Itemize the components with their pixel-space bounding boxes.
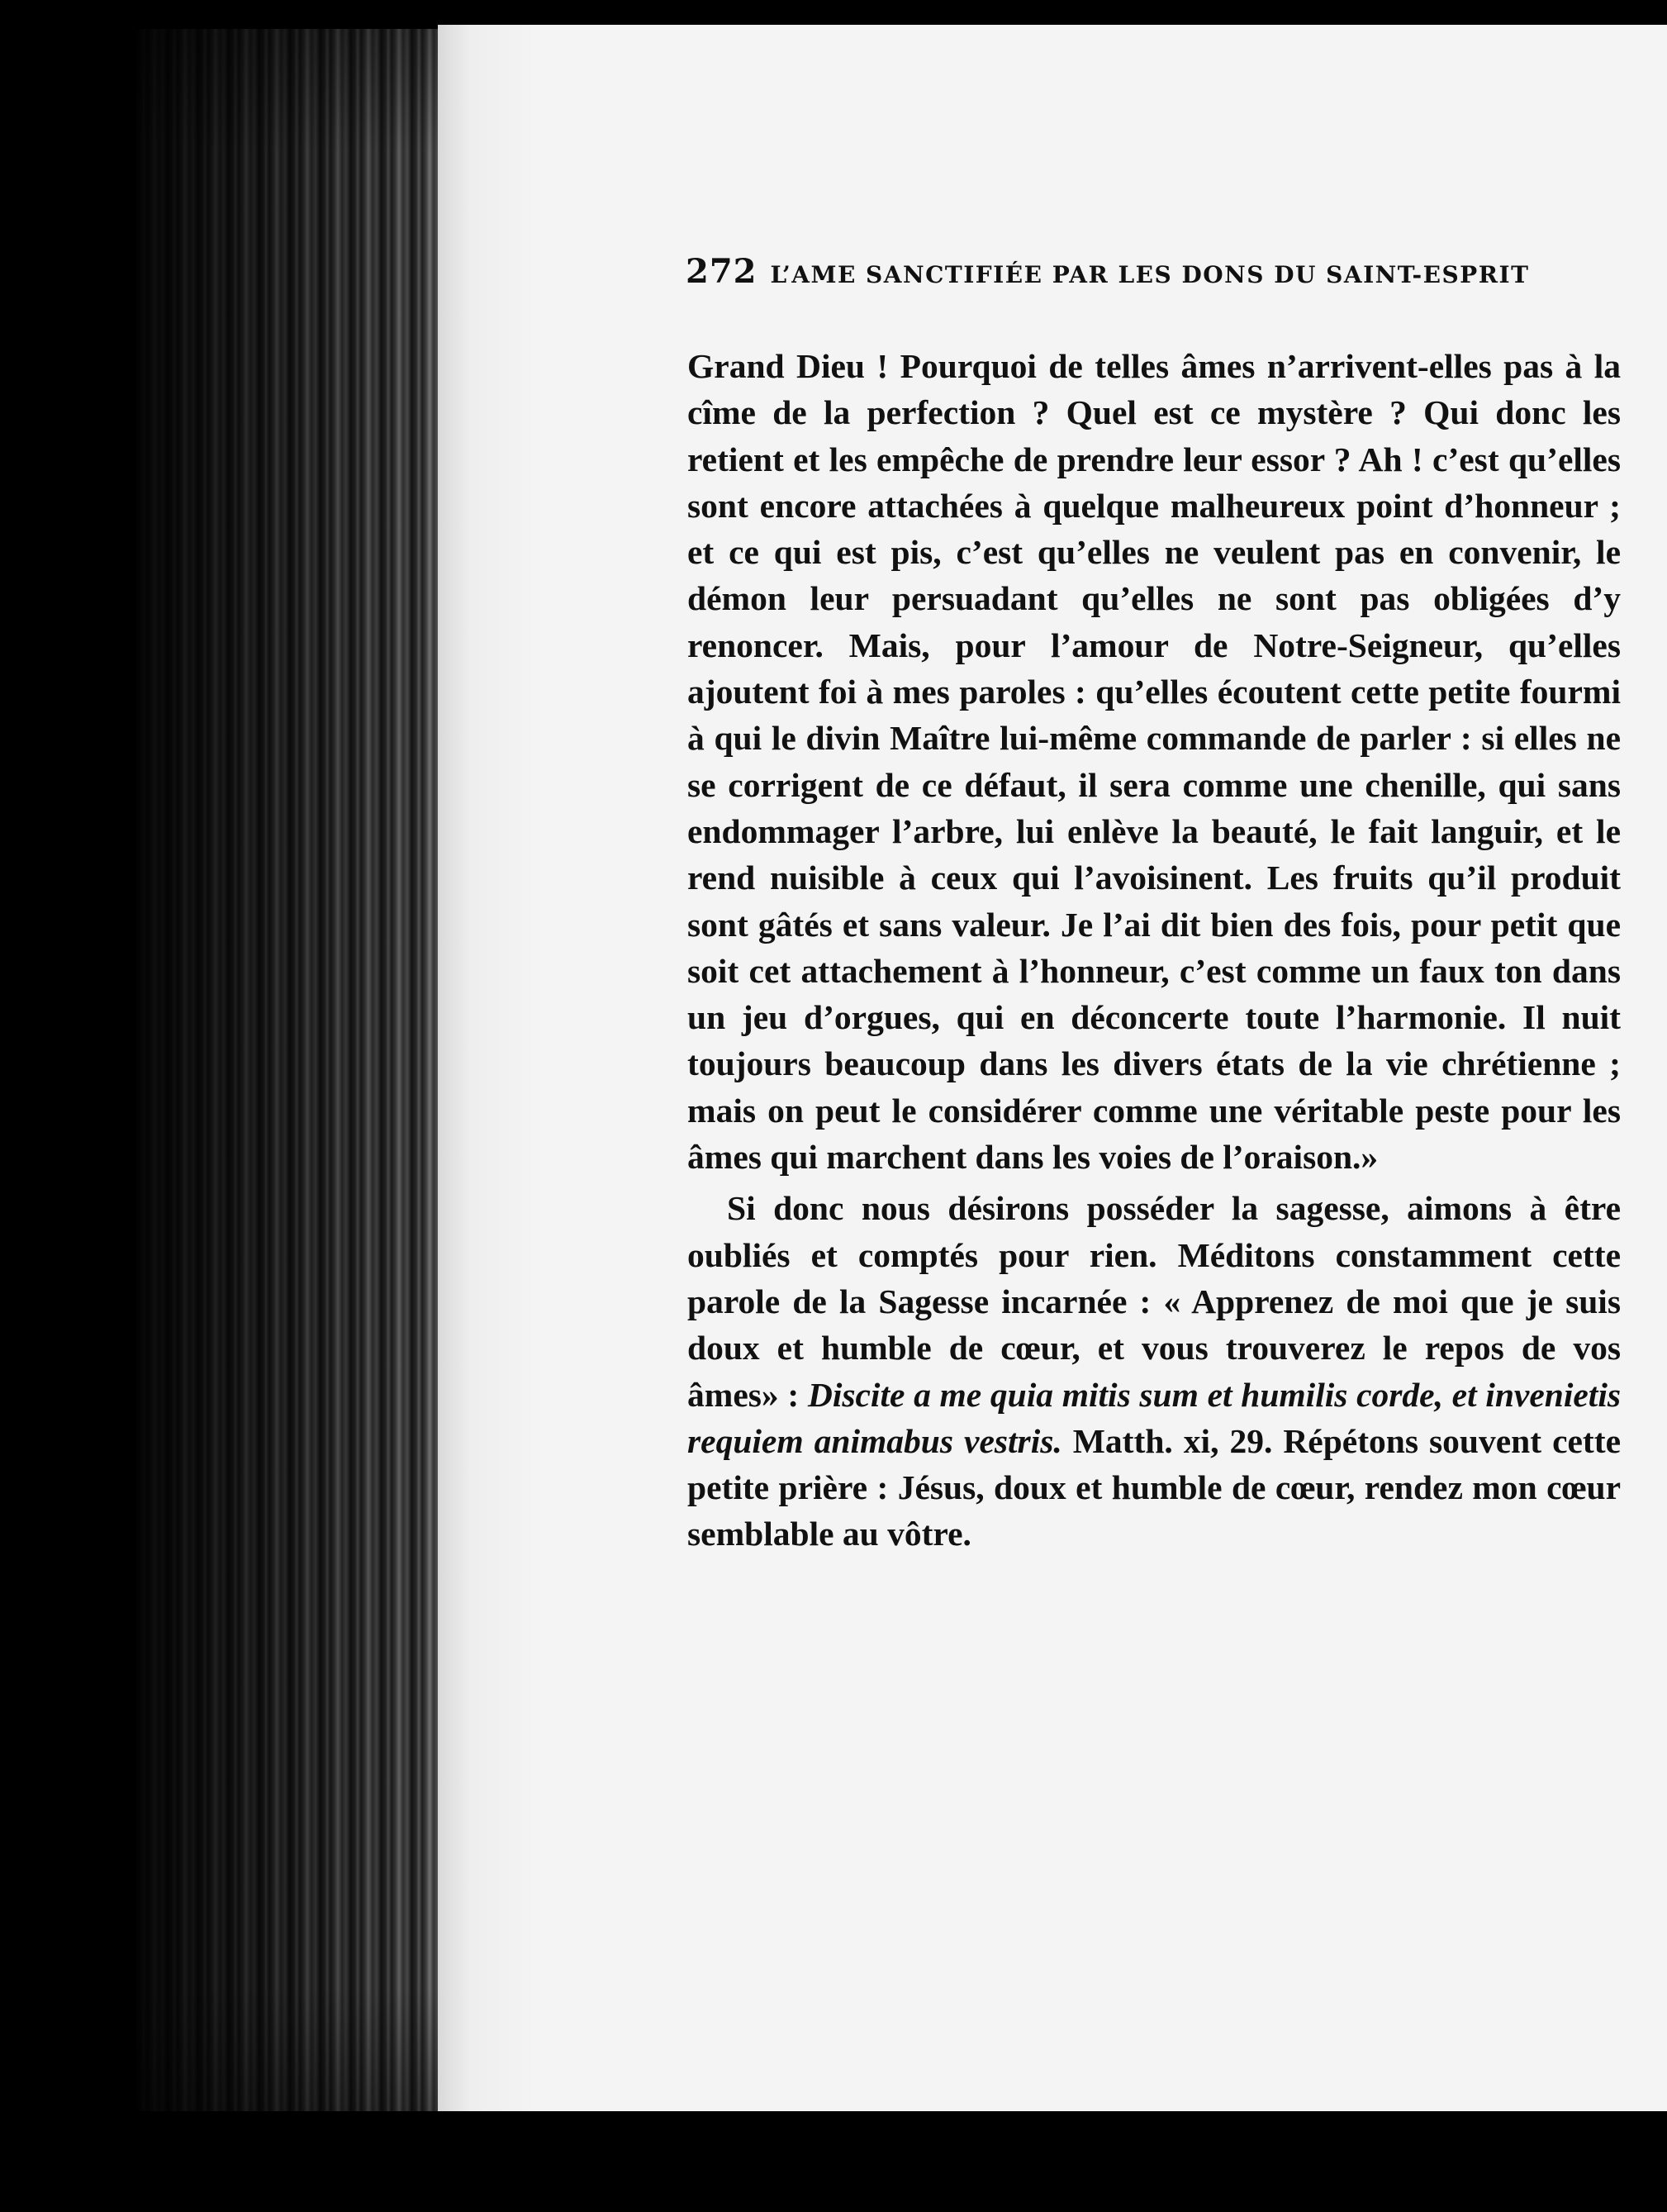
paragraph-2-text-before: Si donc nous désirons posséder la sagesse, aimons à être oubliés et comptés pour rien. Méditons constamment cette parole de la Sagesse incarnée : « Apprenez de moi que je suis doux et humble de cœur, et vous trouverez le repos de vos âmes» : bbox=[687, 1189, 1621, 1414]
book-fore-edge bbox=[136, 29, 450, 2111]
paragraph-2 bbox=[687, 1185, 1621, 1557]
body-text bbox=[687, 343, 1621, 1563]
running-title: L’AME SANCTIFIÉE PAR LES DONS DU SAINT-ESPRIT bbox=[770, 261, 1530, 288]
page-bottom-margin bbox=[438, 2111, 1667, 2212]
page-number: 272 bbox=[686, 252, 758, 291]
running-head bbox=[686, 252, 1623, 291]
paragraph-2-text-after: Matth. xi, 29. Répétons souvent cette petite prière : Jésus, doux et humble de cœur, rendez mon cœur semblable au vôtre. bbox=[687, 1421, 1621, 1553]
paragraph-1: Grand Dieu ! Pourquoi de telles âmes n’arrivent-elles pas à la cîme de la perfection ? Quel est ce mystère ? Qui donc les retient et les empêche de prendre leur essor ? Ah ! c’est qu’elles sont encore attachées à quelque malheureux point d’honneur ; et ce qui est pis, c’est qu’elles ne veulent pas en convenir, le démon leur persuadant qu’elles ne sont pas obligées d’y renoncer. Mais, pour l’amour de Notre-Seigneur, qu’elles ajoutent foi à mes paroles : qu’elles écoutent cette petite fourmi à qui le divin Maître lui-même commande de parler : si elles ne se corrigent de ce défaut, il sera comme une chenille, qui sans endommager l’arbre, lui enlève la beauté, le fait languir, et le rend nuisible à ceux qui l’avoisinent. Les fruits qu’il produit sont gâtés et sans valeur. Je l’ai dit bien des fois, pour petit que soit cet attachement à l’honneur, c’est comme un faux ton dans un jeu d’orgues, qui en déconcerte toute l’harmonie. Il nuit toujours beaucoup dans les divers états de la vie chrétienne ; mais on peut le considérer comme une véritable peste pour les âmes qui marchent dans les voies de l’oraison.» bbox=[687, 347, 1621, 1177]
latin-quotation: Discite a me quia mitis sum et humilis corde, et invenietis requiem animabus vestris. bbox=[687, 1375, 1621, 1460]
